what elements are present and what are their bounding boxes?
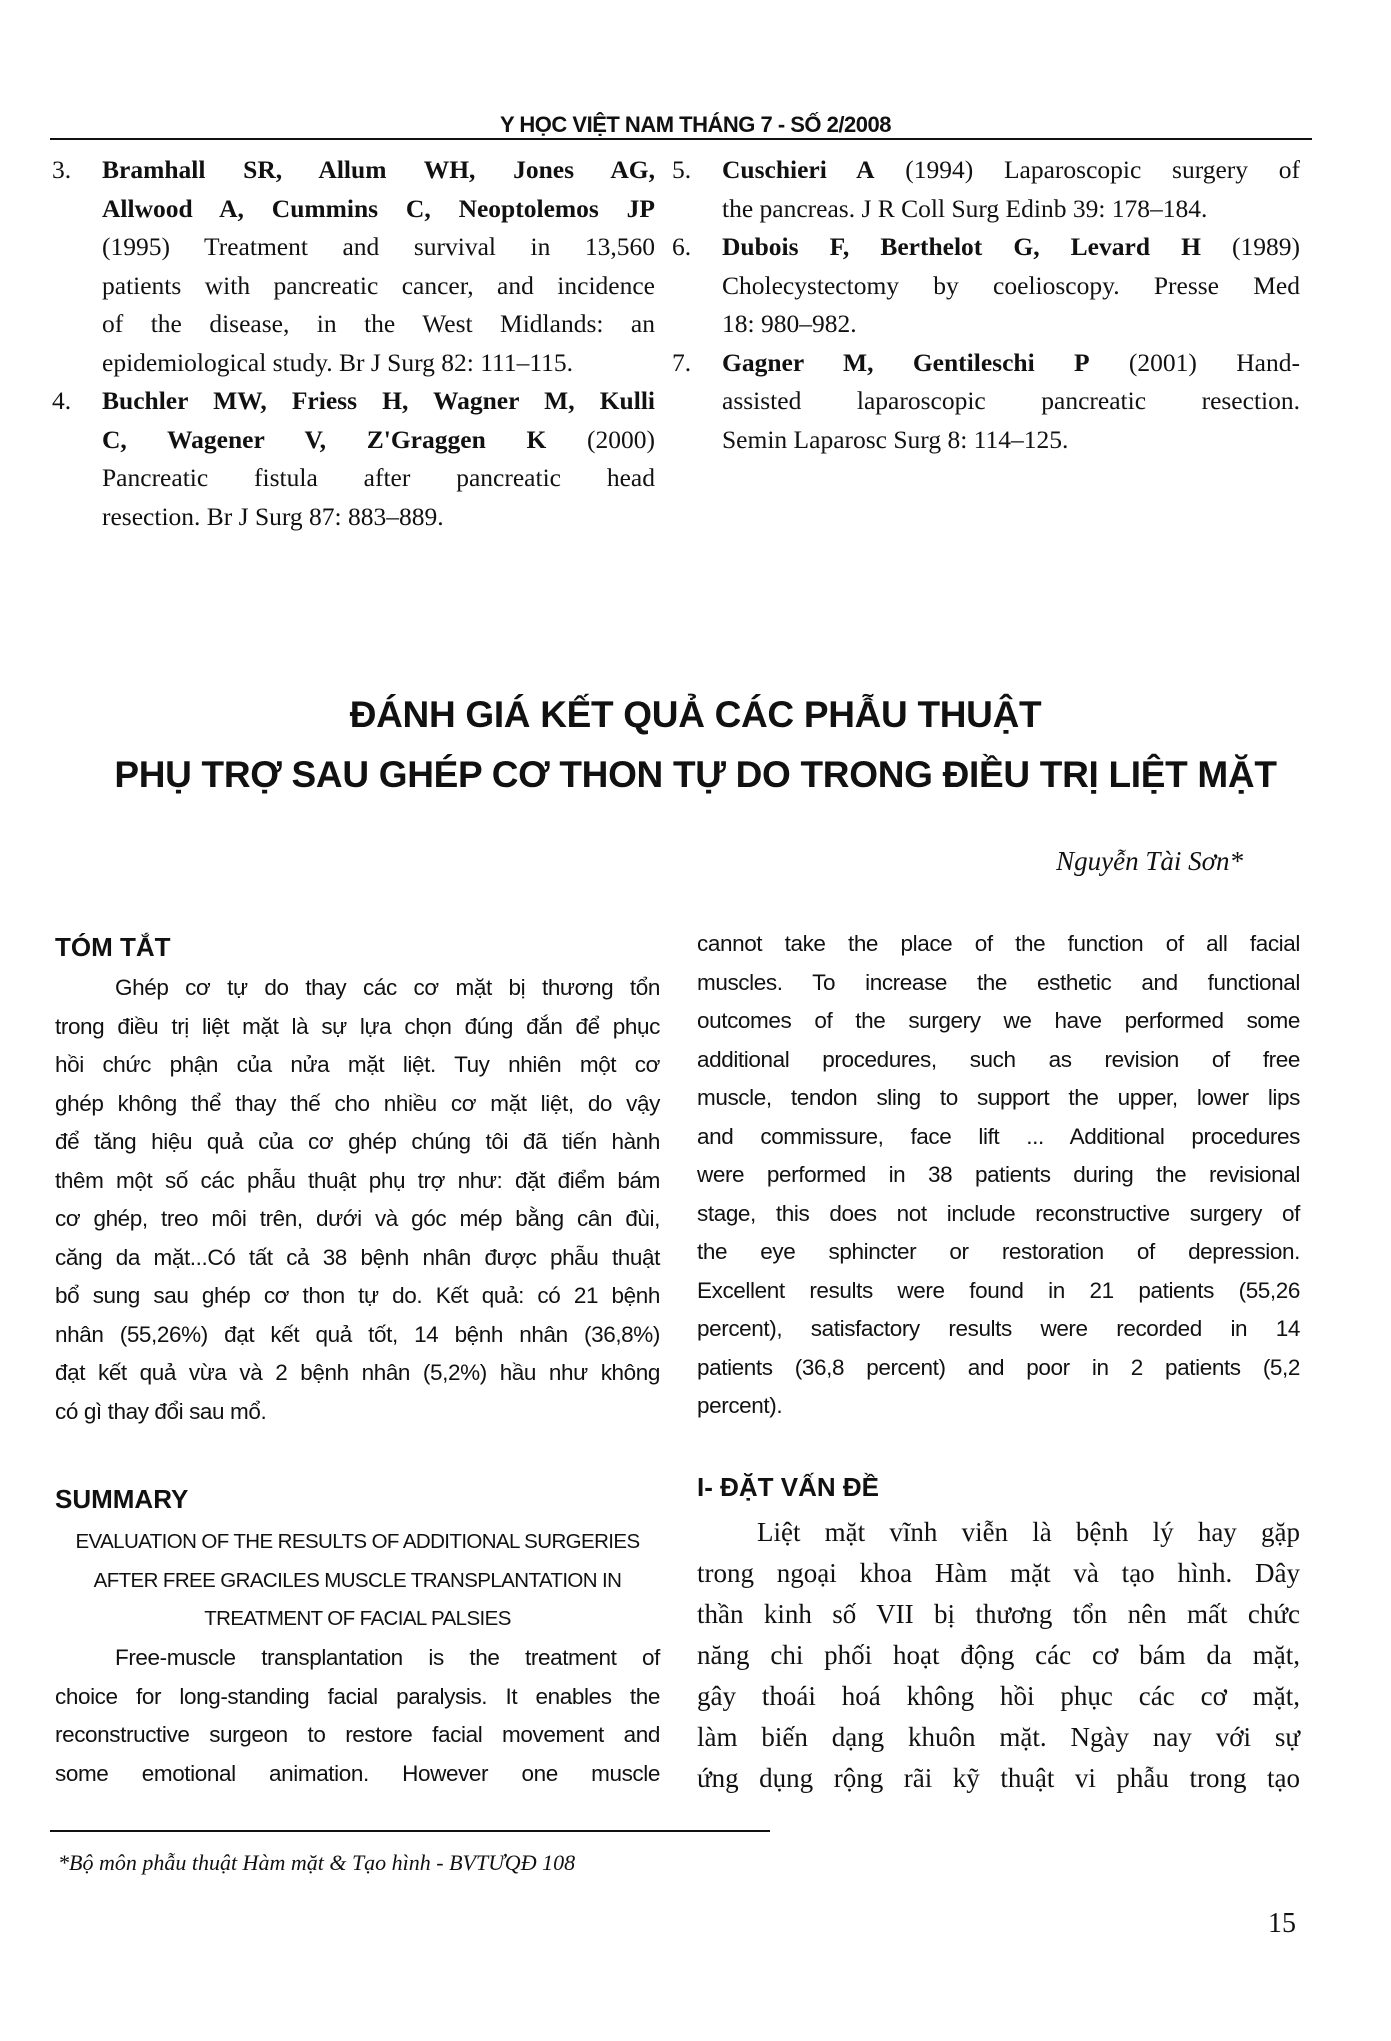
article-title-line-2: PHỤ TRỢ SAU GHÉP CƠ THON TỰ DO TRONG ĐIỀU TRỊ LIỆT MẶT	[114, 754, 1277, 795]
reference-authors: Bramhall SR, Allum WH, Jones AG,	[102, 155, 655, 184]
reference-text: of the disease, in the West Midlands: an	[102, 309, 655, 338]
summary-line: outcomes of the surgery we have performed some	[697, 1008, 1300, 1033]
reference-item	[672, 151, 1300, 228]
tom-tat-body	[55, 969, 660, 1431]
summary-line: percent).	[697, 1393, 783, 1418]
tom-tat-line: thêm một số các phẫu thuật phụ trợ như: đặt điểm bám	[55, 1167, 660, 1193]
summary-line: Free-muscle transplantation is the treatment of	[115, 1645, 660, 1670]
reference-line	[722, 344, 1300, 383]
reference-text: patients with pancreatic cancer, and incidence	[102, 270, 655, 300]
reference-text: epidemiological study. Br J Surg 82: 111–115.	[102, 347, 574, 377]
reference-authors: Allwood A, Cummins C, Neoptolemos JP	[102, 193, 655, 223]
reference-text: 18: 980–982.	[722, 309, 857, 338]
tom-tat-line: Ghép cơ tự do thay các cơ mặt bị thương tổn	[115, 975, 660, 1000]
summary-body	[55, 1639, 660, 1793]
summary-title	[55, 1523, 660, 1639]
reference-item	[52, 382, 655, 536]
reference-line	[102, 382, 655, 421]
reference-line	[722, 228, 1300, 267]
summary-line: patients (36,8 percent) and poor in 2 patients (5,2	[697, 1354, 1300, 1380]
summary-line: reconstructive surgeon to restore facial movement and	[55, 1722, 660, 1747]
reference-text: resection. Br J Surg 87: 883–889.	[102, 501, 444, 531]
intro-line: ứng dụng rộng rãi kỹ thuật vi phẫu trong tạo	[697, 1763, 1300, 1793]
reference-text: assisted laparoscopic pancreatic resection.	[722, 386, 1300, 415]
footnote-rule	[50, 1830, 770, 1832]
reference-line	[722, 267, 1300, 306]
reference-line	[102, 151, 655, 190]
author-name: Nguyễn Tài Sơn*	[1056, 846, 1243, 876]
reference-line	[102, 267, 655, 306]
reference-line	[722, 305, 1300, 344]
running-header: Y HỌC VIỆT NAM THÁNG 7 - SỐ 2/2008	[500, 112, 891, 137]
intro-line: gây thoái hoá không hồi phục các cơ mặt,	[697, 1681, 1300, 1711]
summary-body-continued	[697, 925, 1300, 1426]
reference-item	[672, 344, 1300, 460]
reference-number: 6.	[672, 232, 692, 261]
summary-line: muscles. To increase the esthetic and functional	[697, 969, 1300, 995]
summary-line: some emotional animation. However one muscle	[55, 1760, 660, 1786]
tom-tat-line: cơ ghép, treo môi trên, dưới và góc mép bằng cân đùi,	[55, 1206, 660, 1231]
summary-title-line: EVALUATION OF THE RESULTS OF ADDITIONAL SURGERIES	[75, 1530, 640, 1553]
tom-tat-heading: TÓM TẮT	[55, 932, 171, 962]
reference-line	[722, 421, 1300, 460]
reference-line	[102, 421, 655, 460]
reference-text: (2001) Hand-	[1089, 347, 1300, 377]
reference-item	[672, 228, 1300, 344]
reference-item	[52, 151, 655, 382]
reference-line	[722, 190, 1300, 229]
intro-body	[697, 1512, 1300, 1799]
intro-line: trong ngoại khoa Hàm mặt và tạo hình. Dây	[697, 1558, 1300, 1588]
page-number: 15	[1268, 1908, 1296, 1939]
summary-title-line: TREATMENT OF FACIAL PALSIES	[204, 1607, 511, 1630]
summary-line: muscle, tendon sling to support the upper, lower lips	[697, 1085, 1300, 1110]
reference-line	[102, 190, 655, 229]
reference-number: 5.	[672, 155, 692, 184]
tom-tat-line: nhân (55,26%) đạt kết quả tốt, 14 bệnh nhân (36,8%)	[55, 1321, 660, 1347]
tom-tat-line: để tăng hiệu quả của cơ ghép chúng tôi đã tiến hành	[55, 1129, 660, 1154]
reference-text: the pancreas. J R Coll Surg Edinb 39: 178–184.	[722, 193, 1208, 223]
reference-line	[722, 151, 1300, 190]
summary-line: Excellent results were found in 21 patients (55,26	[697, 1277, 1300, 1303]
reference-authors: Gagner M, Gentileschi P	[722, 347, 1090, 377]
reference-number: 7.	[672, 347, 692, 377]
tom-tat-line: đạt kết quả vừa và 2 bệnh nhân (5,2%) hầu như không	[55, 1360, 660, 1385]
summary-line: percent), satisfactory results were recorded in 14	[697, 1316, 1300, 1341]
reference-text: Semin Laparosc Surg 8: 114–125.	[722, 424, 1069, 454]
reference-number: 3.	[52, 155, 72, 184]
tom-tat-line: có gì thay đổi sau mổ.	[55, 1398, 267, 1424]
reference-authors: Dubois F, Berthelot G, Levard H	[722, 232, 1201, 261]
summary-line: choice for long-standing facial paralysis. It enables the	[55, 1683, 660, 1709]
summary-title-line: AFTER FREE GRACILES MUSCLE TRANSPLANTATION IN	[93, 1568, 622, 1592]
reference-text: (2000)	[546, 424, 655, 454]
reference-authors: Cuschieri A	[722, 155, 875, 184]
summary-line: the eye sphincter or restoration of depression.	[697, 1239, 1300, 1264]
tom-tat-line: hồi chức phận của nửa mặt liệt. Tuy nhiên một cơ	[55, 1052, 660, 1077]
footnote: *Bộ môn phẫu thuật Hàm mặt & Tạo hình - BVTƯQĐ 108	[58, 1850, 576, 1875]
reference-text: (1995) Treatment and survival in 13,560	[102, 232, 655, 261]
intro-heading: I- ĐẶT VẤN ĐỀ	[697, 1472, 879, 1502]
summary-line: and commissure, face lift ... Additional procedures	[697, 1123, 1300, 1149]
reference-line	[102, 459, 655, 498]
article-title-line-1: ĐÁNH GIÁ KẾT QUẢ CÁC PHẪU THUẬT	[349, 694, 1042, 735]
references-left-column	[52, 151, 655, 536]
reference-authors: C, Wagener V, Z'Graggen K	[102, 424, 547, 454]
tom-tat-line: căng da mặt...Có tất cả 38 bệnh nhân được phẫu thuật	[55, 1244, 660, 1270]
reference-text: Cholecystectomy by coelioscopy. Presse Med	[722, 270, 1300, 300]
summary-line: were performed in 38 patients during the revisional	[697, 1162, 1300, 1187]
intro-line: thần kinh số VII bị thương tổn nên mất chức	[697, 1599, 1300, 1629]
summary-heading: SUMMARY	[55, 1484, 189, 1514]
reference-line	[722, 382, 1300, 421]
reference-line	[102, 498, 655, 537]
reference-line	[102, 228, 655, 267]
reference-number: 4.	[52, 386, 72, 415]
references-right-column	[672, 151, 1300, 459]
reference-text: (1994) Laparoscopic surgery of	[874, 155, 1301, 184]
intro-line: năng chi phối hoạt động các cơ bám da mặt,	[697, 1640, 1300, 1670]
reference-line	[102, 344, 655, 383]
tom-tat-line: ghép không thể thay thế cho nhiều cơ mặt liệt, do vậy	[55, 1090, 660, 1116]
intro-line: Liệt mặt vĩnh viễn là bệnh lý hay gặp	[757, 1517, 1300, 1547]
summary-line: stage, this does not include reconstructive surgery of	[697, 1200, 1300, 1226]
tom-tat-line: bổ sung sau ghép cơ thon tự do. Kết quả: có 21 bệnh	[55, 1283, 660, 1308]
reference-authors: Buchler MW, Friess H, Wagner M, Kulli	[102, 386, 655, 415]
reference-text: (1989)	[1200, 232, 1301, 261]
summary-line: additional procedures, such as revision of free	[697, 1046, 1300, 1072]
intro-line: làm biến dạng khuôn mặt. Ngày nay với sự	[697, 1722, 1300, 1752]
header-rule	[50, 138, 1312, 140]
summary-line: cannot take the place of the function of all facial	[697, 931, 1300, 956]
reference-text: Pancreatic fistula after pancreatic head	[102, 463, 655, 492]
tom-tat-line: trong điều trị liệt mặt là sự lựa chọn đúng đắn để phục	[55, 1013, 660, 1039]
reference-line	[102, 305, 655, 344]
